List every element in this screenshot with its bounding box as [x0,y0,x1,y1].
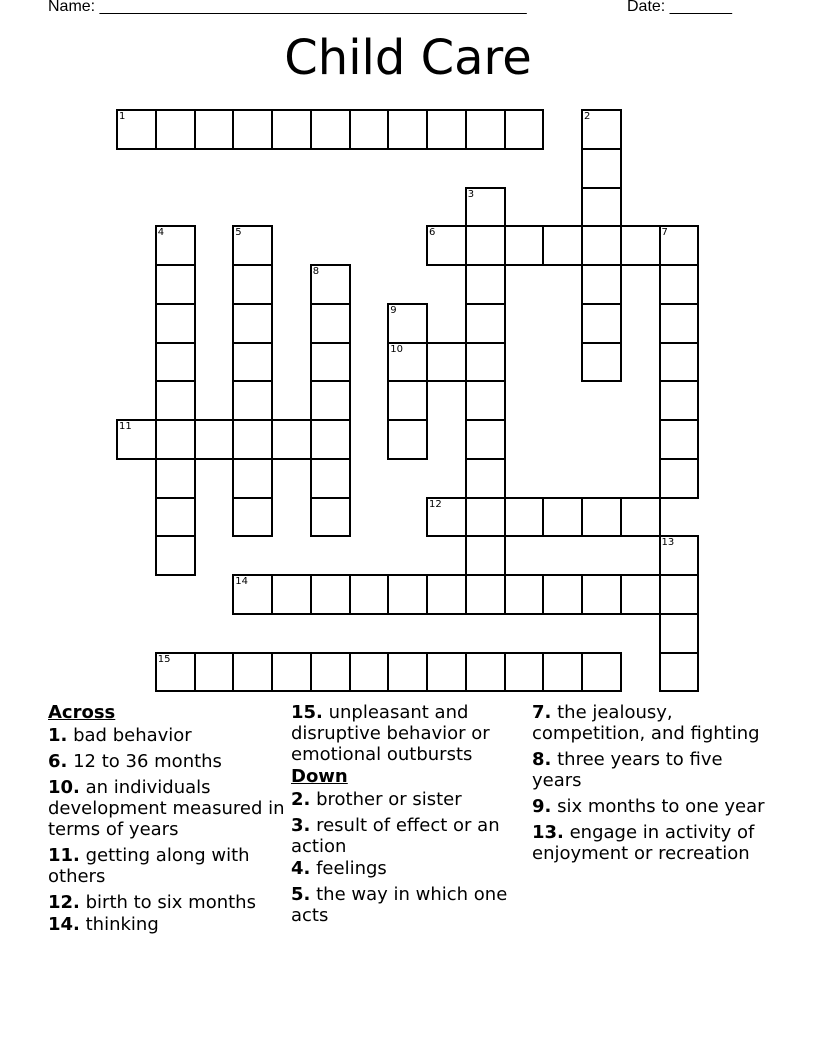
crossword-cell[interactable] [349,574,390,615]
clue-number-label: 2 [584,111,591,122]
clue-text: brother or sister [310,789,462,810]
clue-text: engage in activity of enjoyment or recreation [532,822,755,864]
crossword-cell[interactable] [426,652,467,693]
crossword-cell[interactable] [659,225,700,266]
crossword-cell[interactable] [232,497,273,538]
clue-text: 12 to 36 months [67,751,222,772]
crossword-cell[interactable] [310,303,351,344]
crossword-cell[interactable] [581,109,622,150]
crossword-cell[interactable] [387,303,428,344]
clue-text: getting along with others [48,845,250,887]
crossword-cell[interactable] [155,458,196,499]
clue-number-label: 3 [467,188,475,200]
crossword-cell[interactable] [465,380,506,421]
crossword-cell[interactable] [387,419,428,460]
crossword-cell[interactable] [232,652,273,693]
clue-text: unpleasant and disruptive behavior or emotional outbursts [291,702,490,765]
clue-number-label: 4 [157,227,165,239]
clue-number: 11. [48,845,80,866]
crossword-cell[interactable] [194,109,235,150]
clue-text: birth to six months [79,892,256,913]
clue-down-13 [532,822,772,864]
crossword-cell[interactable] [271,419,312,460]
clue-text: an individuals development measured in terms of years [48,777,285,840]
crossword-cell[interactable] [659,574,700,615]
crossword-cell[interactable] [581,264,622,305]
crossword-cell[interactable] [387,652,428,693]
crossword-cell[interactable] [232,225,273,266]
clue-text: the way in which one acts [291,884,508,926]
crossword-cell[interactable] [659,535,700,576]
crossword-cell[interactable] [659,342,700,383]
crossword-cell[interactable] [581,574,622,615]
clue-across-14 [48,914,288,935]
clue-text: the jealousy, competition, and fighting [532,702,760,744]
clue-text: thinking [79,914,159,935]
crossword-cell[interactable] [426,497,467,538]
crossword-cell[interactable] [155,380,196,421]
clue-text: three years to five years [532,749,723,791]
clue-number: 7. [532,702,552,723]
crossword-cell[interactable] [232,303,273,344]
clue-number-label: 11 [119,421,132,432]
crossword-cell[interactable] [504,652,545,693]
crossword-cell[interactable] [581,652,622,693]
clue-number: 15. [291,702,323,723]
date-field-label: Date: _______ [627,0,732,15]
clue-number-label: 12 [429,498,442,510]
clue-number: 3. [291,815,311,836]
crossword-cell[interactable] [426,574,467,615]
crossword-cell[interactable] [232,380,273,421]
crossword-cell[interactable] [465,652,506,693]
clue-number-label: 14 [235,576,248,587]
clue-number: 9. [532,796,552,817]
crossword-cell[interactable] [155,652,196,693]
crossword-cell[interactable] [310,264,351,305]
clue-number: 5. [291,884,311,905]
crossword-cell[interactable] [465,303,506,344]
crossword-cell[interactable] [116,419,157,460]
crossword-cell[interactable] [310,380,351,421]
crossword-cell[interactable] [387,380,428,421]
clue-down-4 [291,858,531,879]
crossword-cell[interactable] [620,497,661,538]
clue-number-label: 9 [390,304,397,316]
crossword-cell[interactable] [465,574,506,615]
clue-text: result of effect or an action [291,815,500,857]
crossword-cell[interactable] [271,574,312,615]
clue-number: 4. [291,858,311,879]
clue-down-8 [532,749,772,791]
crossword-cell[interactable] [349,652,390,693]
clue-across-11 [48,845,288,887]
clues-column-2 [291,702,531,931]
clue-text: feelings [310,858,387,879]
crossword-cell[interactable] [194,652,235,693]
clue-across-1 [48,725,288,746]
clue-across-10 [48,777,288,840]
clue-number: 12. [48,892,80,913]
crossword-cell[interactable] [232,264,273,305]
crossword-cell[interactable] [659,264,700,305]
clue-number: 2. [291,789,311,810]
crossword-cell[interactable] [620,574,661,615]
crossword-cell[interactable] [155,419,196,460]
crossword-cell[interactable] [426,109,467,150]
crossword-cell[interactable] [504,497,545,538]
crossword-cell[interactable] [155,109,196,150]
crossword-cell[interactable] [581,148,622,189]
crossword-cell[interactable] [581,303,622,344]
crossword-cell[interactable] [465,535,506,576]
crossword-cell[interactable] [116,109,157,150]
crossword-cell[interactable] [465,225,506,266]
crossword-cell[interactable] [155,264,196,305]
crossword-cell[interactable] [542,497,583,538]
crossword-cell[interactable] [465,419,506,460]
crossword-cell[interactable] [542,225,583,266]
clue-across-6 [48,751,288,772]
crossword-cell[interactable] [581,342,622,383]
crossword-cell[interactable] [155,342,196,383]
crossword-cell[interactable] [310,497,351,538]
clue-down-3 [291,815,531,857]
crossword-cell[interactable] [465,187,506,228]
crossword-cell[interactable] [659,303,700,344]
clue-number: 1. [48,725,68,746]
crossword-cell[interactable] [310,419,351,460]
crossword-cell[interactable] [659,652,700,693]
crossword-cell[interactable] [581,497,622,538]
crossword-cell[interactable] [426,342,467,383]
crossword-cell[interactable] [504,225,545,266]
crossword-cell[interactable] [155,497,196,538]
name-field-label: Name: ________________________________________________ [48,0,527,15]
across-heading: Across [48,702,116,723]
crossword-cell[interactable] [465,109,506,150]
crossword-cell[interactable] [310,458,351,499]
clue-number-label: 5 [235,227,242,239]
clue-down-7 [532,702,772,744]
crossword-cell[interactable] [155,225,196,266]
clue-across-15 [291,702,531,765]
crossword-cell[interactable] [232,419,273,460]
crossword-cell[interactable] [232,458,273,499]
crossword-cell[interactable] [659,613,700,654]
crossword-cell[interactable] [659,458,700,499]
crossword-cell[interactable] [271,109,312,150]
crossword-cell[interactable] [232,574,273,615]
crossword-cell[interactable] [271,652,312,693]
crossword-cell[interactable] [232,342,273,383]
crossword-cell[interactable] [387,109,428,150]
crossword-cell[interactable] [310,652,351,693]
clue-text: six months to one year [551,796,765,817]
crossword-cell[interactable] [465,264,506,305]
clue-number: 8. [532,749,552,770]
clue-number-label: 13 [661,537,675,549]
down-heading: Down [291,766,348,787]
crossword-cell[interactable] [659,419,700,460]
crossword-cell[interactable] [310,342,351,383]
crossword-cell[interactable] [465,342,506,383]
clue-number-label: 7 [661,227,668,239]
crossword-cell[interactable] [581,187,622,228]
crossword-cell[interactable] [659,380,700,421]
clues-column-3 [532,702,772,869]
crossword-cell[interactable] [620,225,661,266]
crossword-cell[interactable] [465,497,506,538]
crossword-cell[interactable] [155,303,196,344]
crossword-cell[interactable] [426,225,467,266]
clue-number-label: 6 [429,227,436,239]
clue-number-label: 1 [119,111,126,122]
crossword-cell[interactable] [387,342,428,383]
clue-down-2 [291,789,531,810]
clue-number: 13. [532,822,564,843]
crossword-cell[interactable] [194,419,235,460]
crossword-cell[interactable] [387,574,428,615]
crossword-cell[interactable] [542,574,583,615]
crossword-cell[interactable] [310,574,351,615]
clue-down-5 [291,884,531,926]
crossword-cell[interactable] [504,109,545,150]
clue-number-label: 8 [312,266,320,277]
crossword-cell[interactable] [465,458,506,499]
crossword-cell[interactable] [155,535,196,576]
clue-across-12 [48,892,288,913]
crossword-cell[interactable] [504,574,545,615]
clue-number-label: 15 [157,653,171,665]
clue-down-9 [532,796,772,817]
clue-number-label: 10 [390,343,403,355]
clues-column-1 [48,702,288,940]
clue-number: 6. [48,751,68,772]
crossword-cell[interactable] [232,109,273,150]
clue-text: bad behavior [67,725,192,746]
page-title: Child Care [284,30,532,86]
crossword-cell[interactable] [581,225,622,266]
crossword-cell[interactable] [310,109,351,150]
clue-number: 10. [48,777,80,798]
crossword-cell[interactable] [349,109,390,150]
clue-number: 14. [48,914,80,935]
crossword-cell[interactable] [542,652,583,693]
